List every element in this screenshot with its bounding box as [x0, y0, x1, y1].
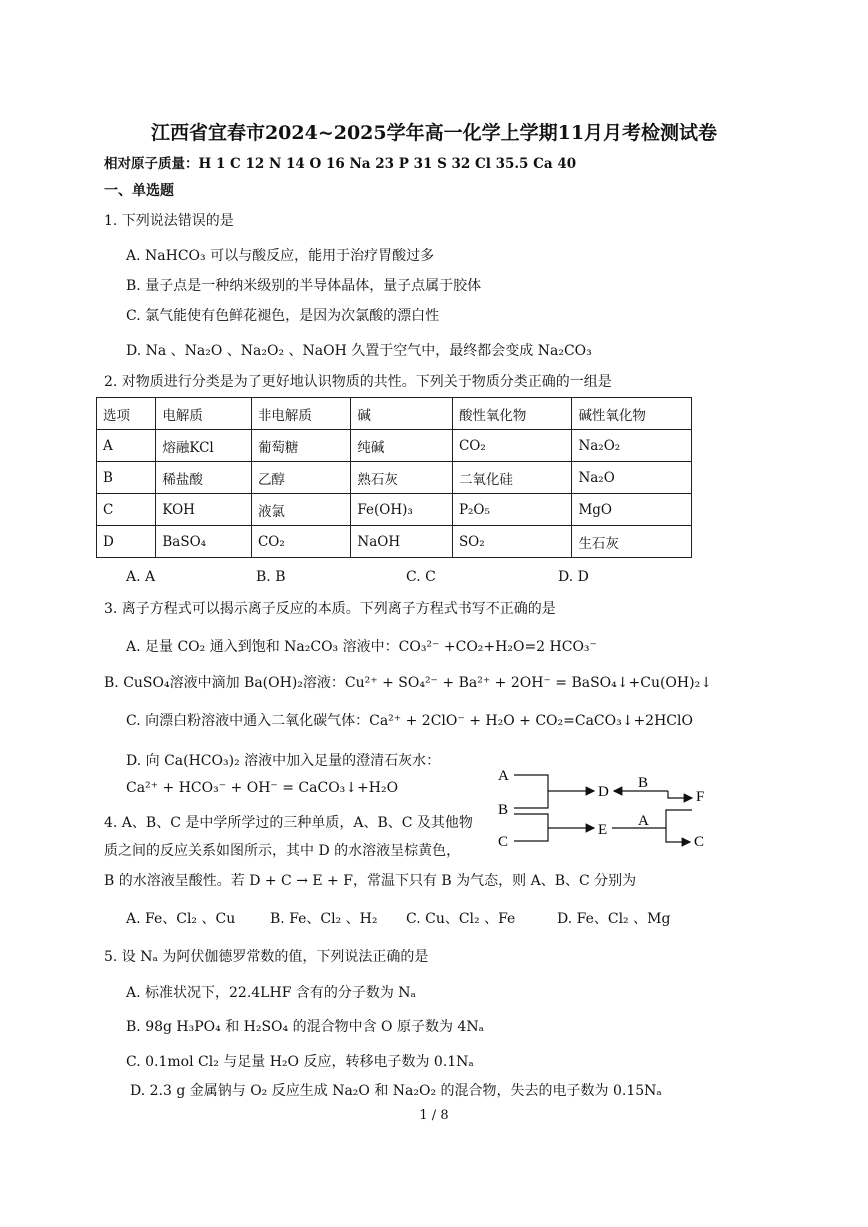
- table-cell: A: [97, 430, 156, 462]
- q4-option-a: A. Fe、Cl₂ 、Cu: [126, 911, 236, 927]
- node-a: A: [498, 768, 509, 784]
- q2-option-b: B. B: [256, 569, 286, 585]
- q5-option-b: B. 98g H₃PO₄ 和 H₂SO₄ 的混合物中含 O 原子数为 4Nₐ: [126, 1019, 484, 1035]
- table-cell: Na₂O₂: [572, 430, 692, 462]
- table-cell: KOH: [156, 494, 252, 526]
- q5-stem: 5. 设 Nₐ 为阿伏伽德罗常数的值，下列说法正确的是: [104, 949, 429, 965]
- table-row: [97, 430, 692, 462]
- node-d: D: [598, 784, 609, 800]
- table-row: [97, 526, 692, 558]
- table-header: 碱: [351, 398, 453, 430]
- node-f: F: [696, 789, 705, 805]
- table-cell: Fe(OH)₃: [351, 494, 453, 526]
- q2-option-a: A. A: [126, 569, 156, 585]
- atomic-mass-line: 相对原子质量：H 1 C 12 N 14 O 16 Na 23 P 31 S 32 Cl 35.5 Ca 40: [104, 156, 577, 172]
- section-heading: 一、单选题: [104, 183, 174, 199]
- table-cell: 葡萄糖: [251, 430, 350, 462]
- q5-option-d: D. 2.3 g 金属钠与 O₂ 反应生成 Na₂O 和 Na₂O₂ 的混合物，失去的电子数为 0.15Nₐ: [130, 1083, 662, 1099]
- table-header: 非电解质: [251, 398, 350, 430]
- table-cell: 生石灰: [572, 526, 692, 558]
- label-b: B: [638, 775, 649, 791]
- table-cell: 二氧化硅: [452, 462, 572, 494]
- table-cell: 稀盐酸: [156, 462, 252, 494]
- table-header: 电解质: [156, 398, 252, 430]
- node-b: B: [498, 802, 509, 818]
- table-cell: BaSO₄: [156, 526, 252, 558]
- node-c2: C: [694, 834, 705, 850]
- q3-option-d-equation: Ca²⁺ + HCO₃⁻ + OH⁻ = CaCO₃↓+H₂O: [126, 780, 399, 796]
- q4-option-b: B. Fe、Cl₂ 、H₂: [270, 911, 378, 927]
- q1-option-c: C. 氯气能使有色鲜花褪色，是因为次氯酸的漂白性: [126, 308, 440, 324]
- reaction-diagram: [490, 762, 720, 862]
- table-cell: SO₂: [452, 526, 572, 558]
- table-cell: P₂O₅: [452, 494, 572, 526]
- table-cell: 液氯: [251, 494, 350, 526]
- table-cell: Na₂O: [572, 462, 692, 494]
- classification-table: [96, 397, 692, 558]
- q5-option-a: A. 标准状况下，22.4LHF 含有的分子数为 Nₐ: [126, 985, 416, 1001]
- table-header: 碱性氧化物: [572, 398, 692, 430]
- q3-option-b: B. CuSO₄溶液中滴加 Ba(OH)₂溶液：Cu²⁺ + SO₄²⁻ + Ba²⁺ + 2OH⁻ = BaSO₄↓+Cu(OH)₂↓: [104, 675, 712, 691]
- table-cell: 乙醇: [251, 462, 350, 494]
- table-header-row: [97, 398, 692, 430]
- page-title: 江西省宜春市2024~2025学年高一化学上学期11月月考检测试卷: [150, 122, 718, 144]
- q4-option-d: D. Fe、Cl₂ 、Mg: [557, 911, 671, 927]
- q3-option-c: C. 向漂白粉溶液中通入二氧化碳气体：Ca²⁺ + 2ClO⁻ + H₂O + CO₂=CaCO₃↓+2HClO: [126, 713, 693, 729]
- table-cell: CO₂: [251, 526, 350, 558]
- table-cell: C: [97, 494, 156, 526]
- page-number: 1 / 8: [419, 1108, 449, 1123]
- label-a: A: [638, 813, 649, 829]
- q1-option-b: B. 量子点是一种纳米级别的半导体晶体，量子点属于胶体: [126, 278, 482, 294]
- table-cell: MgO: [572, 494, 692, 526]
- q4-option-c: C. Cu、Cl₂ 、Fe: [406, 911, 516, 927]
- table-row: [97, 494, 692, 526]
- table-row: [97, 462, 692, 494]
- q1-option-a: A. NaHCO₃ 可以与酸反应，能用于治疗胃酸过多: [126, 248, 435, 264]
- table-header: 选项: [97, 398, 156, 430]
- node-e: E: [598, 822, 608, 838]
- q4-line1: 4. A、B、C 是中学所学过的三种单质，A、B、C 及其他物: [104, 815, 473, 831]
- q1-stem: 1. 下列说法错误的是: [104, 213, 234, 229]
- q3-stem: 3. 离子方程式可以揭示离子反应的本质。下列离子方程式书写不正确的是: [104, 601, 556, 617]
- table-header: 酸性氧化物: [452, 398, 572, 430]
- q3-option-d: D. 向 Ca(HCO₃)₂ 溶液中加入足量的澄清石灰水：: [126, 753, 441, 769]
- table-cell: 熔融KCl: [156, 430, 252, 462]
- q1-option-d: D. Na 、Na₂O 、Na₂O₂ 、NaOH 久置于空气中，最终都会变成 Na₂CO₃: [126, 343, 592, 359]
- q2-option-c: C. C: [406, 569, 436, 585]
- table-cell: B: [97, 462, 156, 494]
- q4-line3: B 的水溶液呈酸性。若 D + C → E + F，常温下只有 B 为气态，则 A、B、C 分别为: [104, 873, 637, 889]
- node-c: C: [498, 834, 509, 850]
- q2-option-d: D. D: [558, 569, 589, 585]
- table-cell: CO₂: [452, 430, 572, 462]
- q2-stem: 2. 对物质进行分类是为了更好地认识物质的共性。下列关于物质分类正确的一组是: [104, 374, 612, 390]
- q5-option-c: C. 0.1mol Cl₂ 与足量 H₂O 反应，转移电子数为 0.1Nₐ: [126, 1054, 474, 1070]
- q3-option-a: A. 足量 CO₂ 通入到饱和 Na₂CO₃ 溶液中：CO₃²⁻ +CO₂+H₂O=2 HCO₃⁻: [126, 639, 597, 655]
- table-cell: 熟石灰: [351, 462, 453, 494]
- table-cell: NaOH: [351, 526, 453, 558]
- q4-line2: 质之间的反应关系如图所示，其中 D 的水溶液呈棕黄色，: [104, 843, 461, 859]
- table-cell: D: [97, 526, 156, 558]
- table-cell: 纯碱: [351, 430, 453, 462]
